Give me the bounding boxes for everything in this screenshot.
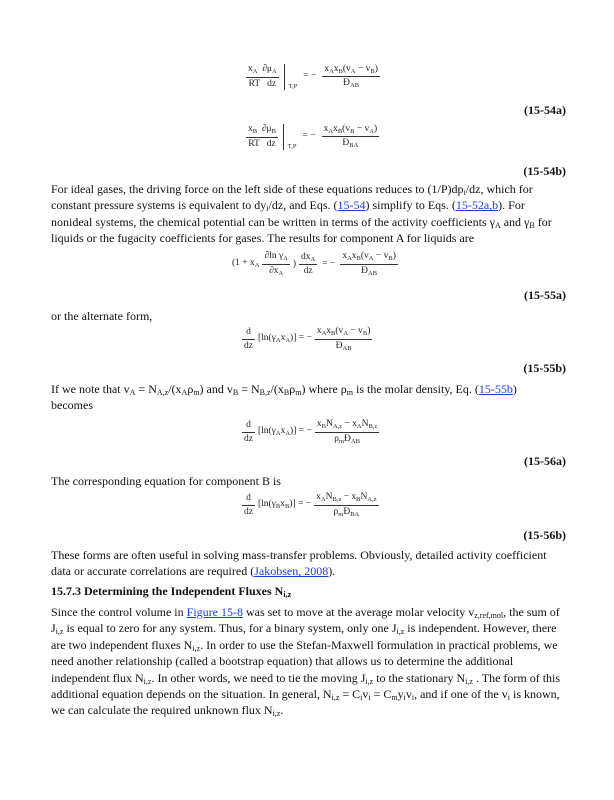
paragraph-forms-useful: These forms are often useful in solving mass-transfer problems. Obviously, detailed activity coefficient data or accurate correlations are required (Jakobsen, 2008). [51,548,547,579]
equation-number-15-54b: (15-54b) [523,164,566,178]
link-eq-15-54[interactable]: 15-54 [337,198,366,213]
eq-15-54b-condition: T,P [287,142,297,150]
equation-15-55b: $\frac{d}{dz}$ $[\ln(\gamma_Ax_A)]$ = − $\frac{x_Ax_B(v_A - v_B)}{Đ_{AB}}$ [244,326,371,352]
section-heading-15-7-3: 15.7.3 Determining the Independent Fluxes $N_{i,z}$ [51,584,292,599]
equation-number-15-55a: (15-55a) [524,288,566,302]
link-eq-15-52ab[interactable]: 15-52a,b [455,198,499,213]
eq-15-54b-lhs-fraction: $\frac{x_B \partial\mu_B}{\text{RT dz}}$ [248,124,276,149]
equation-15-56a: $\frac{d}{dz}$ $[\ln(\gamma_Ax_A)]$ = − $\frac{x_BN_{A,z} - x_AN_{B,z}}{\rho_mĐ_{AB}}$ [244,419,378,445]
paragraph-ideal-gases: For ideal gases, the driving force on the left side of these equations reduces to $(1/P)dp_i/dz$, which for constant pressure systems is equivalent to $dy_i/dz$, and Eqs. (15-54) simplify to Eqs. (15-52a,b). For nonideal systems, the chemical potential can be written in terms of the activity coefficients $\gamma_A$ and $\gamma_B$ for liquids or the fugacity coefficients for gases. The results for component A for liquids are [51,182,552,246]
equation-15-56b: $\frac{d}{dz}$ $[\ln(\gamma_Bx_B)]$ = − $\frac{x_AN_{B,z} - x_BN_{A,z}}{\rho_mĐ_{BA}}$ [244,492,377,518]
equation-number-15-56b: (15-56b) [523,528,566,542]
paragraph-alternate-form: or the alternate form, [51,309,153,323]
link-figure-15-8[interactable]: Figure 15-8 [186,605,243,619]
equation-15-54a: $\frac{x_A \partial\mu_A}{\text{RT dz}}$ T,P = − $\frac{x_Ax_B(v_A - v_B)}{Đ_{AB}}$ [248,63,378,90]
link-jakobsen-2008[interactable]: Jakobsen, 2008 [254,564,329,579]
equation-number-15-54a: (15-54a) [524,103,566,117]
equation-15-54b: $\frac{x_B \partial\mu_B}{\text{RT dz}}$ T,P = − $\frac{x_Ax_B(v_B - v_A)}{Đ_{BA}}$ [248,123,378,150]
paragraph-control-volume: Since the control volume in Figure 15-8 was set to move at the average molar velocity $v_{z,ref,mol}$, the sum of $J_{i,z}$ is equal to zero for any system. Thus, for a binary system, only one $J_{i,z}$ is independent. However, there are two independent fluxes $N_{i,z}$. In order to use the Stefan-Maxwell formulation in practical problems, we need another relationship (called a bootstrap equation) that allows us to determine the additional independent flux $N_{i,z}$. In other words, we need to tie the moving $J_{i,z}$ to the stationary $N_{i,z}$ . The form of this additional equation depends on the situation. In general, $N_{i,z} = C_iv_i = C_my_iv_i$, and if one of the $v_i$ is known, we can calculate the required unknown flux $N_{i,z}$. [51,605,561,719]
paragraph-velocity-relation: If we note that $v_A = N_{A,z}/(x_A\rho_m)$ and $v_B = N_{B,z}/(x_B\rho_m)$ where $\rho_m$ is the molar density, Eq. (15-55b) becomes [51,382,517,413]
eq-15-54a-condition: T,P [288,82,298,90]
equation-number-15-56a: (15-56a) [524,454,566,468]
paragraph-component-b: The corresponding equation for component B is [51,474,281,488]
equation-15-55a: ($1 + x_A$ $\frac{\partial\ln \gamma_A}{\partial x_A}$ ) $\frac{dx_A}{dz}$ = − $\frac{x_Ax_B(v_A - v_B)}{Đ_{AB}}$ [232,251,396,277]
eq-15-54b-rhs-fraction: $\frac{x_Ax_B(v_B - v_A)}{Đ_{BA}}$ [323,123,378,149]
eq-15-54a-lhs-fraction: $\frac{x_A \partial\mu_A}{\text{RT dz}}$ [248,64,277,89]
eq-15-54a-rhs-fraction: $\frac{x_Ax_B(v_A - v_B)}{Đ_{AB}}$ [324,63,378,89]
link-eq-15-55b[interactable]: 15-55b [478,382,513,396]
equation-number-15-55b: (15-55b) [523,361,566,375]
